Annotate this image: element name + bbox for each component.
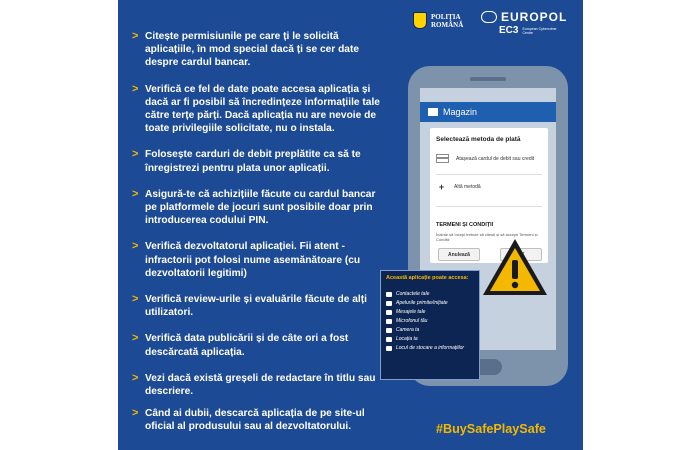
permission-label: Microfonul tău [396, 318, 428, 324]
police-name-line2: ROMÂNĂ [431, 20, 464, 29]
chevron-right-icon: > [132, 30, 139, 42]
other-method-option[interactable] [436, 184, 481, 190]
tip-item [132, 240, 387, 280]
chevron-right-icon: > [132, 371, 139, 384]
europol-logo [481, 10, 573, 36]
chevron-right-icon: > [132, 332, 139, 345]
poster [118, 0, 583, 450]
tip-text: Vezi dacă există greșeli de redactare în titlu sau descriere. [145, 372, 376, 398]
europol-name: EUROPOL [501, 10, 568, 24]
tip-item [132, 30, 387, 70]
tip-text: Verifică data publicării și de câte ori a fost descărcată aplicația. [145, 333, 349, 358]
tip-item [132, 407, 387, 433]
police-name-line1: POLIȚIA [431, 12, 461, 21]
permission-label: Locul de stocare a informațiilor [396, 345, 465, 351]
divider [436, 174, 542, 175]
europol-mark-icon [481, 11, 497, 23]
camera-icon [386, 328, 392, 333]
permission-label: Mesajele tale [396, 309, 426, 315]
ec3-name: EC3 [499, 25, 519, 36]
payment-title: Selectează metoda de plată [436, 136, 521, 143]
app-title: Magazin [443, 107, 478, 117]
chevron-right-icon: > [132, 82, 139, 95]
romanian-police-logo [413, 12, 463, 29]
microphone-icon [386, 319, 392, 324]
location-pin-icon [386, 337, 392, 342]
partner-logos [413, 10, 573, 40]
phone-icon [386, 301, 392, 306]
chevron-right-icon: > [132, 148, 139, 161]
cancel-button[interactable]: Anulează [438, 248, 480, 261]
credit-card-icon [436, 154, 449, 163]
tip-item [132, 188, 387, 228]
tip-text: Verifică review-urile și evaluările făcute de alți utilizatori. [145, 294, 367, 319]
permission-item [386, 318, 476, 324]
permission-item [386, 327, 476, 333]
other-method-label: Altă metodă [454, 184, 481, 190]
card-option-label: Atașează cardul de debit sau credit [456, 155, 535, 162]
permissions-list [386, 291, 476, 354]
tip-item [132, 372, 387, 398]
message-icon [386, 310, 392, 315]
chevron-right-icon: > [132, 240, 139, 253]
permissions-title: Această aplicație poate accesa: [386, 275, 469, 281]
tip-text: Verifică ce fel de date poate accesa aplicația și dacă ar fi posibil să încredințeze informațiile tale către terțe părți. Dacă aplicația nu are nevoie de toate privilegiile solicitate, nu o instala. [145, 83, 380, 135]
tip-text: Asigură-te că achizițiile făcute cu cardul bancar pe platformele de jocuri sunt posibile doar prin introducerea codului PIN. [145, 188, 376, 227]
permission-label: Locația ta [396, 336, 418, 342]
ec3-subtitle: European Cybercrime Centre [522, 26, 557, 35]
tip-item [132, 148, 387, 174]
plus-icon: + [438, 182, 445, 192]
tip-item [132, 83, 387, 136]
tip-item [132, 332, 387, 358]
permission-item [386, 309, 476, 315]
warning-icon [480, 236, 550, 298]
permission-label: Apelurile primite/inițiate [396, 300, 448, 306]
permission-item [386, 336, 476, 342]
app-bar [420, 102, 556, 122]
contacts-icon [386, 292, 392, 297]
permission-item [386, 300, 476, 306]
permission-label: Contactele tale [396, 291, 430, 297]
campaign-hashtag: #BuySafePlaySafe [436, 422, 546, 436]
permissions-popup [380, 270, 480, 380]
chevron-right-icon: > [132, 187, 139, 200]
divider [436, 206, 542, 207]
store-icon [428, 108, 438, 116]
crest-icon [413, 12, 427, 29]
chevron-right-icon: > [132, 407, 139, 420]
tip-text: Verifică dezvoltatorul aplicației. Fii atent - infractorii pot folosi nume asemănătoare (cu dezvoltatorii legitimi) [145, 241, 361, 279]
terms-title: TERMENI ȘI CONDIȚII [436, 222, 494, 228]
tip-text: Citește permisiunile pe care ți le solicită aplicațiile, în mod special dacă ți se cer date despre cardul bancar. [145, 31, 360, 69]
terms-text: Înainte să începi trebuie să citești și să accepți Termeni și Condiții [436, 232, 538, 242]
permission-item [386, 291, 476, 297]
tip-text: Folosește carduri de debit preplătite ca să te înregistrezi pentru plata unor aplicații. [145, 149, 361, 174]
phone-speaker [470, 77, 506, 81]
card-option[interactable] [436, 154, 536, 163]
tips-list [132, 30, 387, 434]
chevron-right-icon: > [132, 293, 139, 306]
permission-item [386, 345, 476, 351]
tip-text: Când ai dubii, descarcă aplicația de pe site-ul oficial al produsului sau al dezvoltatorului. [145, 408, 365, 433]
permission-label: Camera ta [396, 327, 420, 333]
storage-icon [386, 346, 392, 351]
tip-item [132, 293, 387, 319]
